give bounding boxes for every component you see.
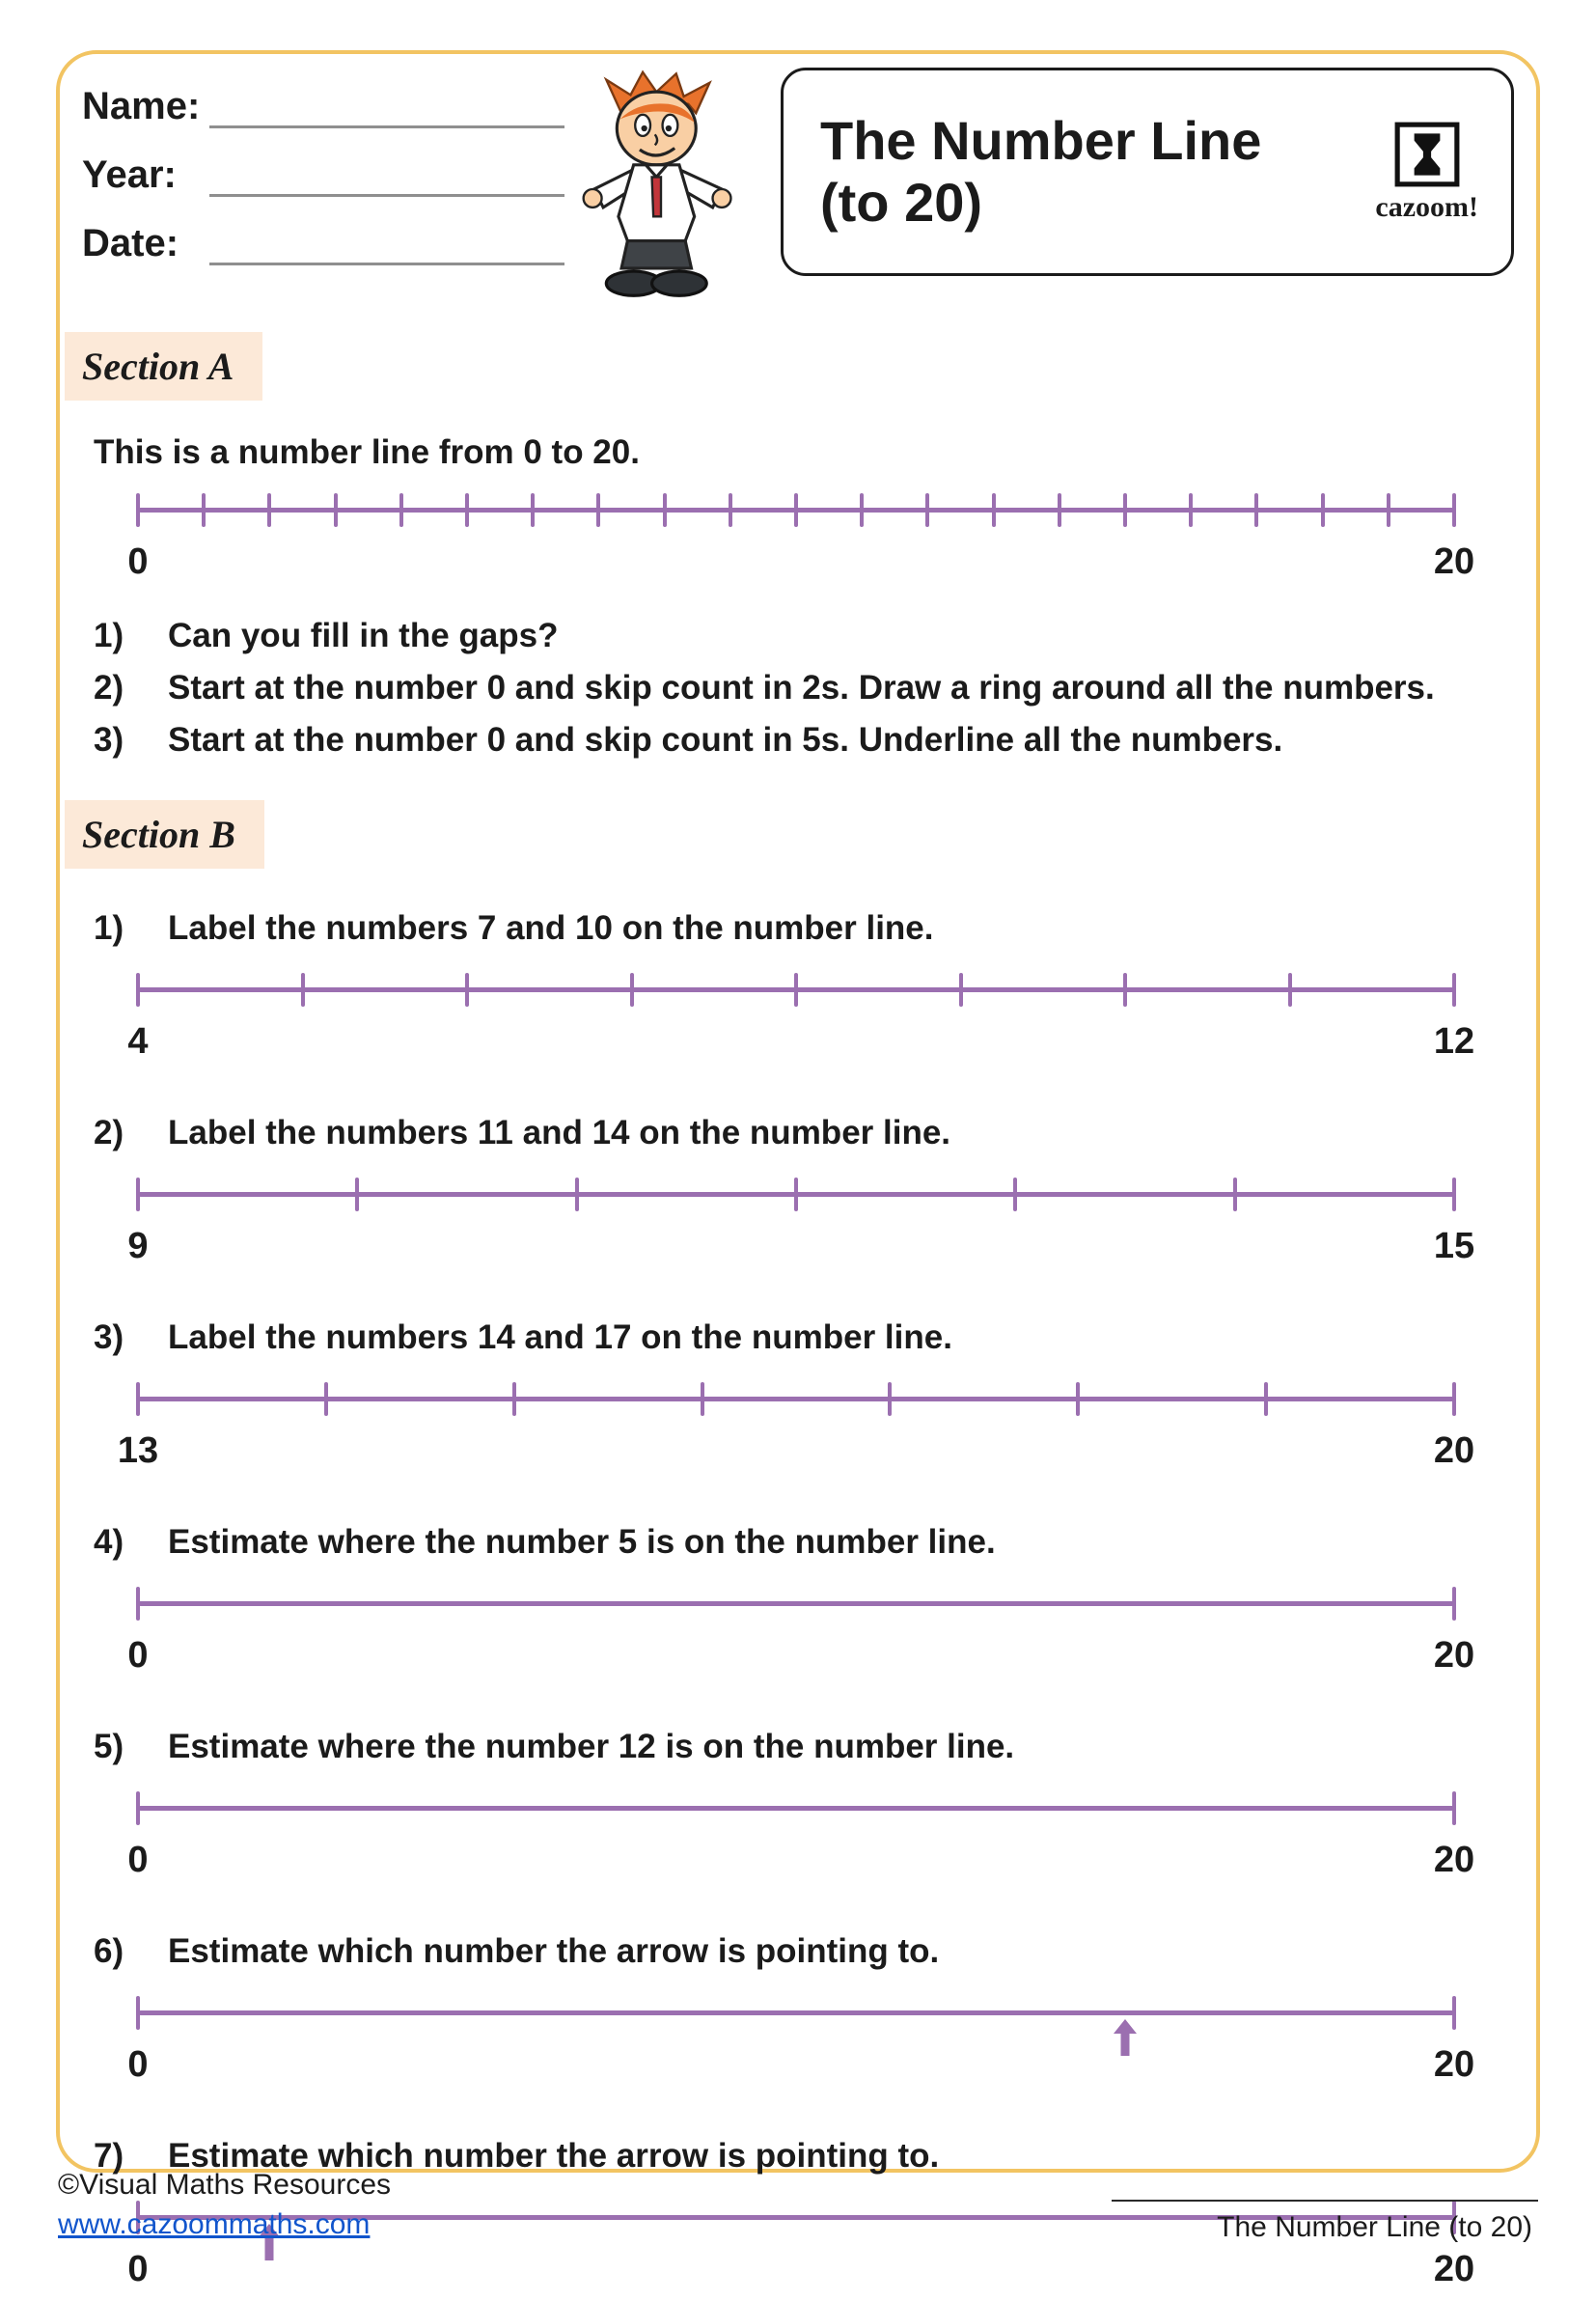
footer xyxy=(58,2166,1538,2244)
tick-mark xyxy=(136,1791,140,1825)
number-line-track xyxy=(138,2010,1454,2015)
number-line-label-left: 9 xyxy=(127,1226,149,1266)
tick-mark xyxy=(1264,1382,1268,1416)
tick-mark xyxy=(701,1382,704,1416)
mascot-svg xyxy=(569,68,753,311)
tick-mark xyxy=(1452,493,1456,527)
question-number: 3) xyxy=(94,721,124,759)
tick-mark xyxy=(301,973,305,1007)
question-number: 1) xyxy=(94,617,124,654)
section-a-questions xyxy=(82,617,1514,760)
tick-mark xyxy=(202,493,206,527)
number-line-b5 xyxy=(127,1791,1475,1892)
section-a-heading: Section A xyxy=(65,332,262,401)
question-a3 xyxy=(82,721,1514,760)
title-box xyxy=(781,68,1514,276)
mascot-illustration xyxy=(564,68,757,311)
name-label: Name: xyxy=(82,85,201,127)
tick-mark xyxy=(1321,493,1325,527)
tick-mark xyxy=(925,493,929,527)
question-number: 2) xyxy=(94,669,124,707)
footer-left xyxy=(58,2166,391,2244)
number-line-label-left: 0 xyxy=(127,541,149,582)
title-line-2: (to 20) xyxy=(820,172,982,233)
footer-worksheet-title: The Number Line (to 20) xyxy=(1112,2200,1538,2244)
year-field-row xyxy=(82,153,564,197)
worksheet-title xyxy=(820,110,1261,235)
cazoom-logo-icon xyxy=(1392,120,1462,189)
year-write-line xyxy=(209,155,564,197)
number-line-track xyxy=(138,1601,1454,1606)
tick-mark xyxy=(1076,1382,1080,1416)
copyright-text: ©Visual Maths Resources xyxy=(58,2169,392,2201)
question-number: 2) xyxy=(94,1114,124,1151)
tick-mark xyxy=(334,493,338,527)
number-line-label-right: 20 xyxy=(1433,1840,1475,1880)
tick-mark xyxy=(1058,493,1061,527)
number-line-label-right: 20 xyxy=(1433,541,1475,582)
tick-mark xyxy=(663,493,667,527)
tick-mark xyxy=(136,973,140,1007)
cazoom-logo xyxy=(1375,120,1478,224)
worksheet-content xyxy=(82,68,1514,2301)
section-a-intro: This is a number line from 0 to 20. xyxy=(94,433,640,471)
question-number: 4) xyxy=(94,1523,124,1561)
question-b2 xyxy=(82,1114,1514,1152)
tick-mark xyxy=(1123,973,1127,1007)
tick-mark xyxy=(1452,1382,1456,1416)
question-b4 xyxy=(82,1523,1514,1562)
arrow-up-icon xyxy=(1113,2019,1138,2056)
tick-mark xyxy=(1452,1587,1456,1621)
tick-mark xyxy=(512,1382,516,1416)
question-a2 xyxy=(82,669,1514,707)
number-line-b2 xyxy=(127,1178,1475,1278)
number-line-label-right: 15 xyxy=(1433,1226,1475,1266)
tick-mark xyxy=(794,493,798,527)
number-line-label-right: 12 xyxy=(1433,1021,1475,1062)
section-b xyxy=(82,779,1514,2301)
tick-mark xyxy=(1013,1178,1017,1211)
number-line-track xyxy=(138,1397,1454,1401)
date-label: Date: xyxy=(82,222,179,264)
question-b3-block xyxy=(82,1318,1514,1483)
tick-mark xyxy=(729,493,732,527)
tick-mark xyxy=(630,973,634,1007)
tick-mark xyxy=(267,493,271,527)
tick-mark xyxy=(1452,1996,1456,2030)
question-text: Estimate where the number 12 is on the number line. xyxy=(168,1728,1015,1765)
question-number: 3) xyxy=(94,1318,124,1356)
tick-mark xyxy=(399,493,403,527)
question-text: Label the numbers 14 and 17 on the number line. xyxy=(168,1318,952,1356)
question-text: Label the numbers 11 and 14 on the number line. xyxy=(168,1114,951,1151)
number-line-label-left: 0 xyxy=(127,1840,149,1880)
tick-mark xyxy=(959,973,963,1007)
title-line-1: The Number Line xyxy=(820,109,1262,171)
tick-mark xyxy=(465,973,469,1007)
tick-mark xyxy=(1189,493,1193,527)
number-line-main xyxy=(127,493,1475,594)
number-line-label-left: 0 xyxy=(127,1635,149,1676)
tick-mark xyxy=(596,493,600,527)
number-line-label-left: 4 xyxy=(127,1021,149,1062)
number-line-b3 xyxy=(117,1382,1475,1483)
section-b-heading: Section B xyxy=(65,800,264,869)
date-write-line xyxy=(209,224,564,265)
question-text: Can you fill in the gaps? xyxy=(168,617,559,654)
tick-mark xyxy=(136,1996,140,2030)
tick-mark xyxy=(575,1178,579,1211)
tick-mark xyxy=(1123,493,1127,527)
question-b6 xyxy=(82,1932,1514,1971)
question-text: Label the numbers 7 and 10 on the number line. xyxy=(168,909,934,947)
tick-mark xyxy=(860,493,864,527)
question-b5 xyxy=(82,1728,1514,1766)
tick-mark xyxy=(136,1382,140,1416)
name-write-line xyxy=(209,87,564,128)
year-label: Year: xyxy=(82,153,177,196)
question-number: 1) xyxy=(94,909,124,947)
number-line-label-right: 20 xyxy=(1433,2044,1475,2085)
tick-mark xyxy=(992,493,996,527)
question-number: 6) xyxy=(94,1932,124,1970)
tick-mark xyxy=(1387,493,1390,527)
number-line-track xyxy=(138,1806,1454,1811)
question-number: 7) xyxy=(94,2137,124,2175)
question-b5-block xyxy=(82,1728,1514,1892)
question-text: Estimate which number the arrow is pointing to. xyxy=(168,2137,940,2175)
number-line-label-right: 20 xyxy=(1433,2249,1475,2289)
name-field-row xyxy=(82,85,564,128)
number-line-label-right: 20 xyxy=(1433,1430,1475,1471)
number-line-b6 xyxy=(127,1996,1475,2096)
tick-mark xyxy=(324,1382,328,1416)
question-b3 xyxy=(82,1318,1514,1357)
question-text: Estimate which number the arrow is pointing to. xyxy=(168,1932,940,1970)
cazoom-logo-text: cazoom! xyxy=(1375,191,1478,223)
tick-mark xyxy=(136,1587,140,1621)
question-b6-block xyxy=(82,1932,1514,2096)
tick-mark xyxy=(355,1178,359,1211)
number-line-b4 xyxy=(127,1587,1475,1687)
tick-mark xyxy=(1452,1791,1456,1825)
tick-mark xyxy=(136,1178,140,1211)
question-b1 xyxy=(82,909,1514,948)
tick-mark xyxy=(465,493,469,527)
number-line-label-left: 13 xyxy=(117,1430,159,1471)
question-b2-block xyxy=(82,1114,1514,1278)
tick-mark xyxy=(1233,1178,1237,1211)
tick-mark xyxy=(1288,973,1292,1007)
number-line-label-left: 0 xyxy=(127,2249,149,2289)
question-a1 xyxy=(82,617,1514,655)
tick-mark xyxy=(1452,973,1456,1007)
header xyxy=(82,68,1514,311)
tick-mark xyxy=(794,973,798,1007)
question-b1-block xyxy=(82,909,1514,1073)
tick-mark xyxy=(794,1178,798,1211)
question-text: Estimate where the number 5 is on the number line. xyxy=(168,1523,996,1561)
student-fields xyxy=(82,68,564,291)
question-number: 5) xyxy=(94,1728,124,1765)
number-line-b1 xyxy=(127,973,1475,1073)
date-field-row xyxy=(82,222,564,265)
tick-mark xyxy=(888,1382,892,1416)
question-b4-block xyxy=(82,1523,1514,1687)
number-line-label-left: 0 xyxy=(127,2044,149,2085)
website-link[interactable]: www.cazoommaths.com xyxy=(58,2207,371,2240)
tick-mark xyxy=(1254,493,1258,527)
question-text: Start at the number 0 and skip count in 5s. Underline all the numbers. xyxy=(168,721,1283,759)
tick-mark xyxy=(1452,1178,1456,1211)
tick-mark xyxy=(136,493,140,527)
tick-mark xyxy=(531,493,535,527)
question-text: Start at the number 0 and skip count in 2s. Draw a ring around all the numbers. xyxy=(168,669,1435,707)
number-line-label-right: 20 xyxy=(1433,1635,1475,1676)
